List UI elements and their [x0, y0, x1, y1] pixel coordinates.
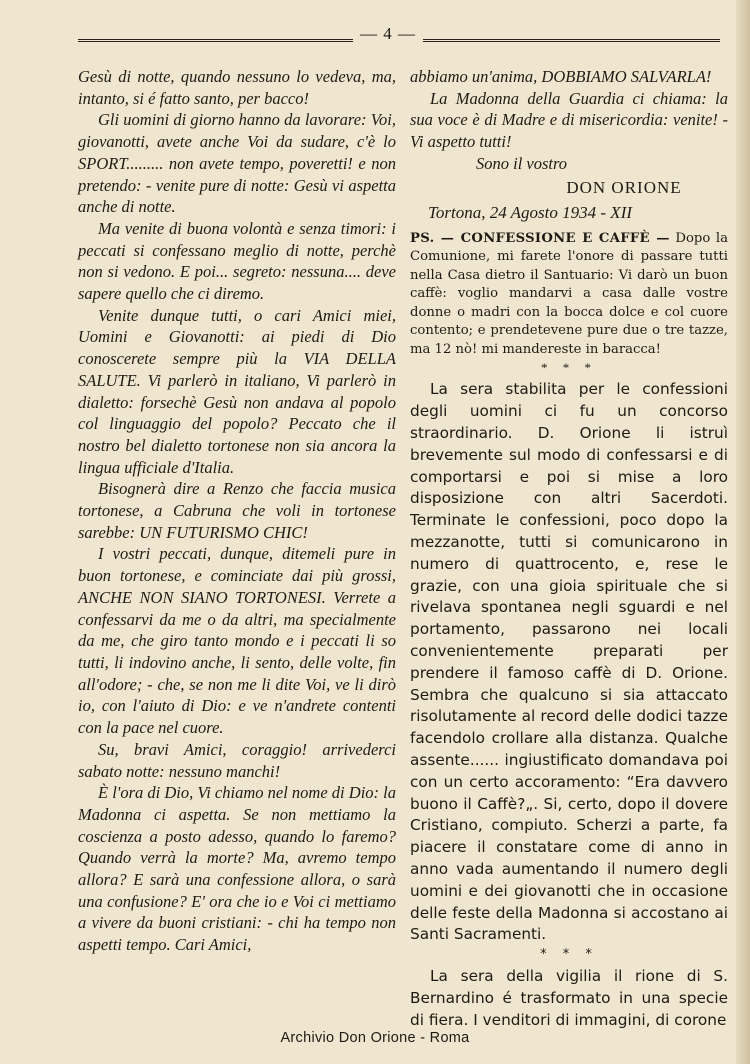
- header-rule-left: [78, 39, 353, 42]
- left-column: [78, 66, 396, 956]
- report-text: [410, 379, 728, 1031]
- postscript-heading: PS. — CONFESSIONE E CAFFÈ —: [410, 230, 670, 246]
- right-paragraph: La sera della vigilia il rione di S. Bernardino é trasformato in una specie di fiera. I venditori di immagini, di corone: [410, 967, 728, 1029]
- left-paragraph: Venite dunque tutti, o cari Amici miei, Uomini e Giovanotti: ai piedi di Dio conoscerete sempre più la VIA DELLA SALUTE. Vi parlerò in italiano, Vi parlerò in dialetto: forsechè Gesù non andava al popolo col linguaggio del popolo? Peccato che il nostro bel dialetto tortonese non sia ancora la lingua ufficiale d'Italia.: [78, 305, 396, 477]
- left-paragraph: Gli uomini di giorno hanno da lavorare: Voi, giovanotti, avete anche Voi da sudare, c'è lo SPORT......... non avete tempo, poveretti! e non pretendo: - venite pure di notte: Gesù vi aspetta anche di notte.: [78, 110, 396, 217]
- left-paragraph: Gesù di notte, quando nessuno lo vedeva, ma, intanto, si é fatto santo, per bacco!: [78, 67, 396, 108]
- right-column: [410, 66, 728, 1032]
- postscript: [410, 230, 728, 360]
- closing-line: Sono il vostro: [476, 153, 568, 173]
- section-divider: * * *: [540, 947, 598, 963]
- section-divider: * * *: [541, 360, 597, 376]
- right-paragraph: La sera stabilita per le confessioni degli uomini ci fu un concorso straordinario. D. Orione li istruì brevemente sul modo di confessarsi e di comportarsi e poi si mise a loro disposizione con altri Sacerdoti. Terminate le confessioni, poco dopo la mezzanotte, tutti si comunicarono in numero di quattrocento, e, rese le grazie, con una gioia spirituale che si rivelava spontanea negli sguardi e nel portamento, passarono nei locali convenientemente preparati per prendere il famoso caffè di D. Orione. Sembra che qualcuno si sia attaccato risolutamente al record delle dodici tazze facendolo crollare alla distanza. Qualche assente...... ingiustificato domandava poi con un certo accoramento: “Era davvero buono il Caffè?„. Si, certo, dopo il dovere Cristiano, compiuto. Scherzi a parte, fa piacere il constatare come di anno in anno vada aumentando il numero degli uomini e dei giovanotti che in occasione delle feste della Madonna si accostano ai Santi Sacramenti.: [410, 380, 728, 944]
- page-header: [78, 22, 720, 50]
- left-paragraph: È l'ora di Dio, Vi chiamo nel nome di Dio: la Madonna ci aspetta. Se non mettiamo la coscienza a posto adesso, quando lo faremo? Quando verrà la morte? Ma, avremo tempo allora? E sarà una confessione allora, o sarà una confusione? E' ora che io e Voi ci mettiamo a vivere da buoni cristiani: - chi ha tempo non aspetti tempo. Cari Amici,: [78, 783, 396, 955]
- signature: DON ORIONE: [566, 177, 682, 197]
- left-paragraph: Su, bravi Amici, coraggio! arrivederci sabato notte: nessuno manchi!: [78, 739, 396, 781]
- header-rule-right: [423, 39, 720, 42]
- left-paragraph: Bisognerà dire a Renzo che faccia musica tortonese, a Cabruna che voli in tortonese sarebbe: UN FUTURISMO CHIC!: [78, 479, 396, 542]
- left-paragraph: I vostri peccati, dunque, ditemeli pure in buon tortonese, e cominciate dai più grossi, ANCHE NON SIANO TORTONESI. Verrete a confessarvi da me o da altri, ma specialmente da me, che giro tanto mondo e i peccati li so tutti, li indovino anche, li sento, delle volte, fin all'odore; - che, se non me li dite Voi, ve li dirò io, con l'aiuto di Dio: e ve n'andrete contenti con la pace nel cuore.: [78, 544, 396, 738]
- postscript-text: Dopo la Comunione, mi farete l'onore di passare tutti nella Casa dietro il Santuario: Vi darò un buon caffè: voglio mandarvi a casa dalle vostre donne o madri con la bocca dolce e col cuore contento; e prendetevene pure due o tre tazze, ma 12 nò! mi manderestе in baracca!: [410, 230, 728, 357]
- date-line: Tortona, 24 Agosto 1934 - XII: [428, 203, 633, 223]
- left-paragraph: Ma venite di buona volontà e senza timori: i peccati si confessano meglio di notte, perchè non si vedono. E poi... segreto: nessuna.... deve sapere quello che ci diremo.: [78, 218, 396, 304]
- right-paragraph: abbiamo un'anima, DOBBIAMO SALVARLA!: [410, 67, 712, 86]
- right-paragraph: La Madonna della Guardia ci chiama: la sua voce è di Madre e di misericordia: venite! - Vi aspetto tutti!: [410, 88, 728, 152]
- archive-footer: Archivio Don Orione - Roma: [280, 1030, 470, 1046]
- page-number: — 4 —: [360, 24, 416, 43]
- page-edge: [736, 0, 750, 1064]
